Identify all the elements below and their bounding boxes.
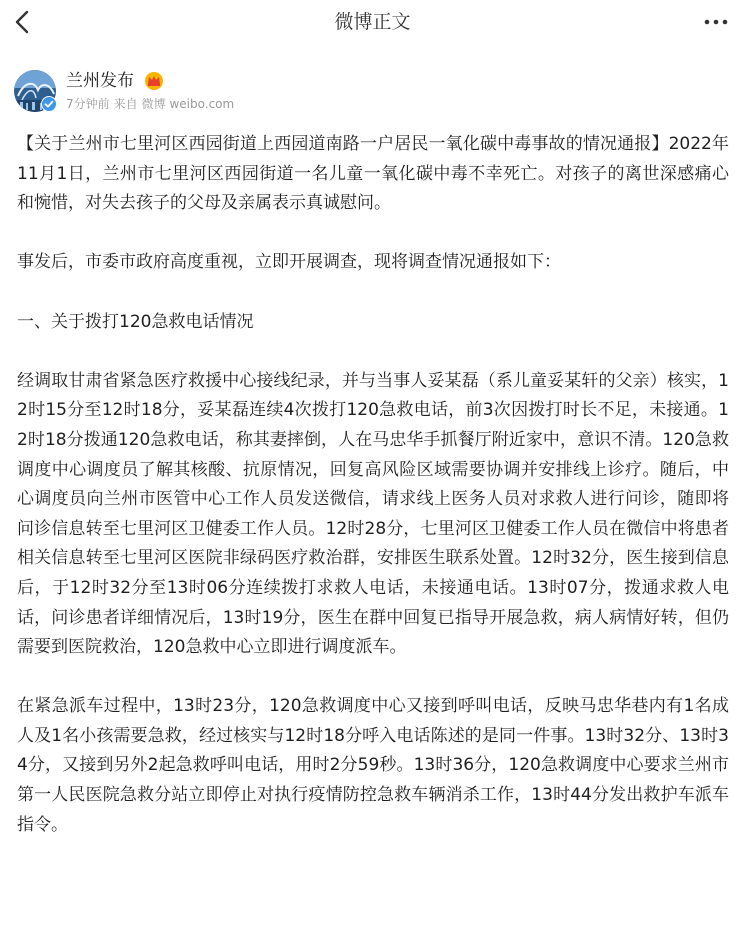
top-navbar: [0, 0, 745, 44]
source-prefix: 来自: [113, 97, 138, 111]
post-time: 7分钟前: [66, 97, 110, 111]
verified-badge-icon: [41, 96, 57, 112]
post-body: [17, 130, 729, 870]
more-dots-icon[interactable]: [701, 8, 731, 36]
more-button[interactable]: [701, 8, 731, 36]
post-paragraph: 经调取甘肃省紧急医疗救援中心接线纪录，并与当事人妥某磊（系儿童妥某轩的父亲）核实，12时15分至12时18分，妥某磊连续4次拨打120急救电话，前3次因拨打时长不足，未接通。12时18分拨通120急救电话，称其妻摔倒，人在马忠华手抓餐厅附近家中，意识不清。120急救调度中心调度员了解其核酸、抗原情况，回复高风险区域需要协调并安排线上诊疗。随后，中心调度员向兰州市医管中心工作人员发送微信，请求线上医务人员对求救人进行问诊，随即将问诊信息转至七里河区卫健委工作人员。12时28分，七里河区卫健委工作人员在微信中将患者相关信息转至七里河区医院非绿码医疗救治群，安排医生联系处置。12时32分，医生接到信息后，于12时32分至13时06分连续拨打求救人电话，未接通电话。13时07分，拨通求救人电话，问诊患者详细情况后，13时19分，医生在群中回复已指导开展急救，病人病情好转，但仍需要到医院救治，120急救中心立即进行调度派车。: [17, 370, 729, 658]
post-section-heading: 一、关于拨打120急救电话情况: [17, 311, 254, 332]
author-name[interactable]: 兰州发布: [66, 71, 134, 91]
post-paragraph: 在紧急派车过程中，13时23分，120急救调度中心又接到呼叫电话，反映马忠华巷内有1名成人及1名小孩需要急救，经过核实与12时18分呼入电话陈述的是同一件事。13时32分、13时34分，又接到另外2起急救呼叫电话，用时2分59秒。13时36分，120急救调度中心要求兰州市第一人民医院急救分站立即停止对执行疫情防控急救车辆消杀工作，13时44分发出救护车派车指令。: [17, 696, 729, 835]
post-meta: [66, 96, 238, 112]
post-paragraph: 【关于兰州市七里河区西园街道上西园道南路一户居民一氧化碳中毒事故的情况通报】2022年11月1日，兰州市七里河区西园街道一名儿童一氧化碳中毒不幸死亡。对孩子的离世深感痛心和惋惜，对失去孩子的父母及亲属表示真诚慰问。: [17, 134, 729, 214]
author-header: [0, 60, 745, 120]
post-source: 微博 weibo.com: [141, 97, 235, 111]
crown-vip-icon[interactable]: [143, 71, 165, 91]
page-title: 微博正文: [334, 11, 411, 33]
post-paragraph: 事发后，市委市政府高度重视，立即开展调查，现将调查情况通报如下：: [17, 252, 561, 273]
